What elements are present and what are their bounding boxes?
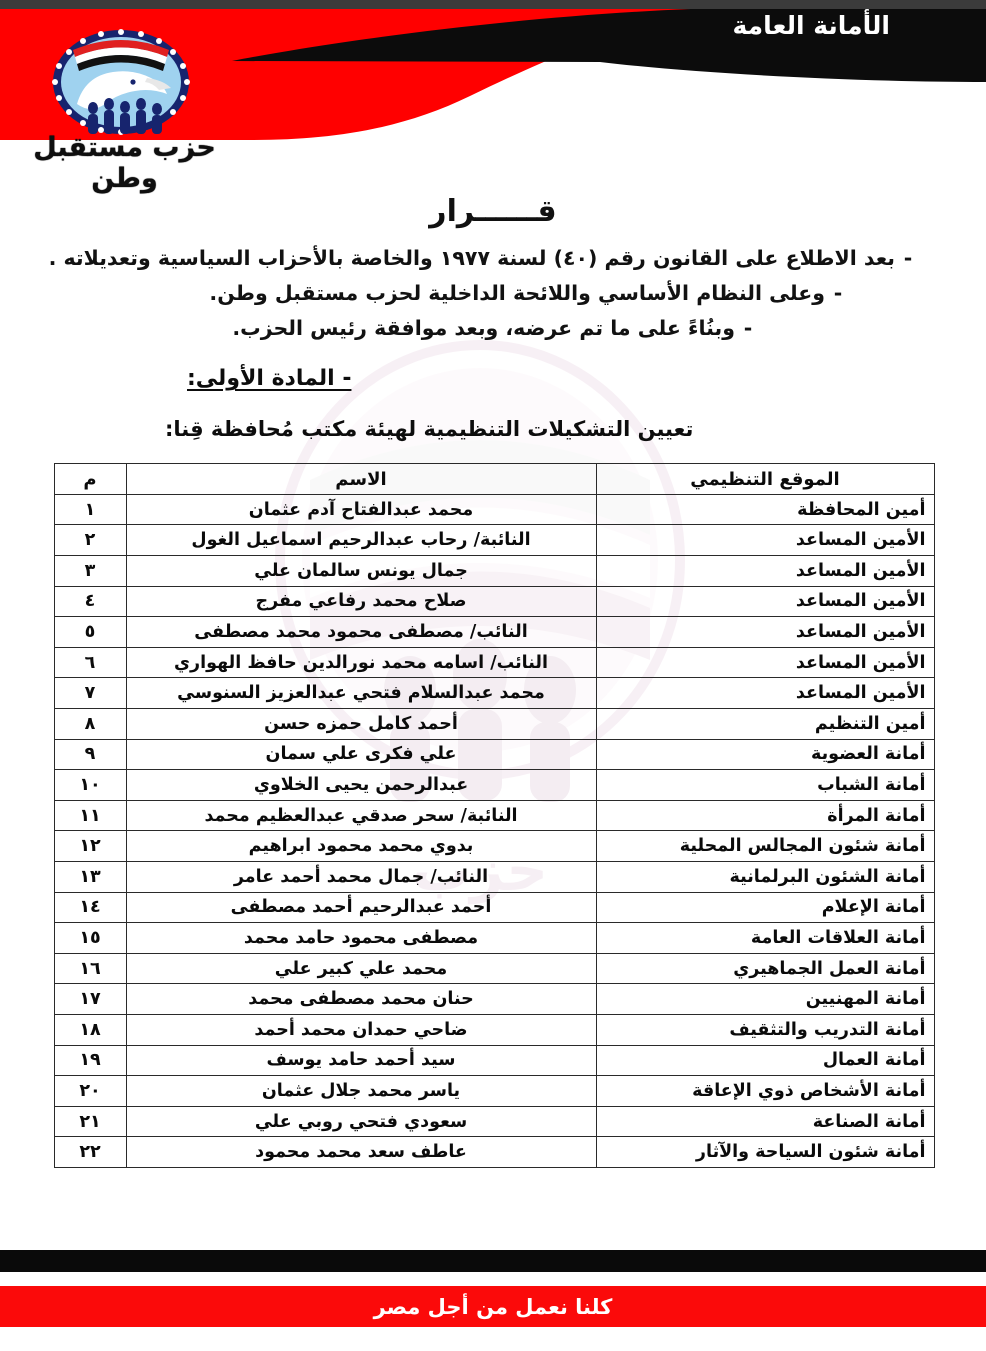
table-row (54, 1045, 934, 1076)
cell-name: ضاحي حمدان محمد أحمد (126, 1014, 596, 1045)
party-name-label: حزب مستقبل وطن (33, 132, 216, 194)
footer-spacer (0, 1272, 986, 1286)
table-row (54, 923, 934, 954)
cell-number: ١٨ (54, 1014, 126, 1045)
cell-number: ٥ (54, 617, 126, 648)
cell-position: أمانة العمل الجماهيري (596, 953, 934, 984)
preamble-item (45, 313, 941, 345)
preamble-item (45, 278, 941, 310)
cell-name: النائب/ مصطفى محمود محمد مصطفى (126, 617, 596, 648)
cell-position: أمين المحافظة (596, 494, 934, 525)
column-header-position: الموقع التنظيمي (596, 464, 934, 495)
table-row (54, 1106, 934, 1137)
cell-number: ١٠ (54, 770, 126, 801)
cell-number: ١١ (54, 800, 126, 831)
footer-slogan-bar (0, 1286, 986, 1327)
preamble-text: وعلى النظام الأساسي واللائحة الداخلية لحزب مستقبل وطن. (209, 280, 825, 305)
table-row (54, 1137, 934, 1168)
cell-name: محمد عبدالسلام فتحي عبدالعزيز السنوسي (126, 678, 596, 709)
document-body (0, 194, 986, 1168)
footer-tail (0, 1327, 986, 1351)
table-row (54, 831, 934, 862)
cell-name: علي فكرى علي سمان (126, 739, 596, 770)
cell-position: أمانة الصناعة (596, 1106, 934, 1137)
cell-position: أمانة الشئون البرلمانية (596, 862, 934, 893)
bullet-dash: - (743, 315, 753, 340)
cell-name: عاطف سعد محمد محمود (126, 1137, 596, 1168)
cell-position: أمانة الشباب (596, 770, 934, 801)
cell-name: النائبة/ سحر صدقي عبدالعظيم محمد (126, 800, 596, 831)
footer-slogan: كلنا نعمل من أجل مصر (373, 1294, 613, 1319)
cell-name: النائب/ اسامه محمد نورالدين حافظ الهواري (126, 647, 596, 678)
cell-name: سيد أحمد حامد يوسف (126, 1045, 596, 1076)
page-footer (0, 1250, 986, 1351)
page-title: الأمانة العامة (732, 11, 890, 40)
table-row (54, 494, 934, 525)
table-row (54, 1014, 934, 1045)
cell-name: مصطفى محمود حامد محمد (126, 923, 596, 954)
table-body (54, 494, 934, 1167)
cell-position: أمانة المرأة (596, 800, 934, 831)
cell-number: ١٣ (54, 862, 126, 893)
article-subtitle: تعيين التشكيلات التنظيمية لهيئة مكتب مُحافظة قِنا: (165, 417, 694, 442)
decision-heading: قــــــرار (429, 194, 557, 229)
table-row (54, 525, 934, 556)
cell-name: حنان محمد مصطفى محمد (126, 984, 596, 1015)
table-row (54, 770, 934, 801)
svg-text:حزب: حزب (411, 836, 549, 904)
cell-name: محمد عبدالفتاح آدم عثمان (126, 494, 596, 525)
cell-number: ١ (54, 494, 126, 525)
table-row (54, 586, 934, 617)
cell-position: أمانة شئون المجالس المحلية (596, 831, 934, 862)
roster-table-wrapper (45, 463, 941, 1168)
cell-number: ٧ (54, 678, 126, 709)
bullet-dash: - (903, 246, 913, 270)
cell-number: ٢٢ (54, 1137, 126, 1168)
article-heading (45, 366, 941, 391)
column-header-number: م (54, 464, 126, 495)
cell-number: ٢١ (54, 1106, 126, 1137)
cell-position: الأمين المساعد (596, 556, 934, 587)
cell-name: جمال يونس سالمان علي (126, 556, 596, 587)
cell-number: ١٢ (54, 831, 126, 862)
cell-name: النائبة/ رحاب عبدالرحيم اسماعيل الغول (126, 525, 596, 556)
cell-position: أمين التنظيم (596, 709, 934, 740)
cell-number: ٨ (54, 709, 126, 740)
cell-position: أمانة الأشخاص ذوي الإعاقة (596, 1076, 934, 1107)
cell-position: أمانة العضوية (596, 739, 934, 770)
table-header-row (54, 464, 934, 495)
preamble-text: وبنُاءً على ما تم عرضه، وبعد موافقة رئيس الحزب. (232, 315, 735, 340)
table-row (54, 556, 934, 587)
cell-name: محمد علي كبير علي (126, 953, 596, 984)
page-header (0, 0, 986, 194)
table-row (54, 709, 934, 740)
cell-number: ٦ (54, 647, 126, 678)
roster-table (54, 463, 935, 1168)
table-row (54, 647, 934, 678)
cell-name: سعودي فتحي روبي علي (126, 1106, 596, 1137)
cell-name: النائب/ جمال محمد أحمد عامر (126, 862, 596, 893)
cell-number: ١٤ (54, 892, 126, 923)
cell-number: ١٦ (54, 953, 126, 984)
cell-name: صلاح محمد رفاعي مفرج (126, 586, 596, 617)
cell-position: الأمين المساعد (596, 617, 934, 648)
table-header (54, 464, 934, 495)
cell-position: الأمين المساعد (596, 647, 934, 678)
cell-position: أمانة المهنيين (596, 984, 934, 1015)
preamble-item (45, 243, 941, 275)
cell-name: عبدالرحمن يحيى الخلاوي (126, 770, 596, 801)
cell-name: ياسر محمد جلال عثمان (126, 1076, 596, 1107)
cell-number: ٢ (54, 525, 126, 556)
cell-name: أحمد كامل حمزه حسن (126, 709, 596, 740)
cell-number: ١٥ (54, 923, 126, 954)
cell-position: أمانة العلاقات العامة (596, 923, 934, 954)
preamble-list (45, 243, 941, 344)
column-header-name: الاسم (126, 464, 596, 495)
cell-position: أمانة شئون السياحة والآثار (596, 1137, 934, 1168)
cell-position: الأمين المساعد (596, 586, 934, 617)
bullet-dash: - (833, 280, 843, 305)
cell-number: ٢٠ (54, 1076, 126, 1107)
table-row (54, 892, 934, 923)
table-row (54, 953, 934, 984)
cell-name: أحمد عبدالرحيم أحمد مصطفى (126, 892, 596, 923)
cell-number: ٩ (54, 739, 126, 770)
cell-position: الأمين المساعد (596, 525, 934, 556)
table-row (54, 800, 934, 831)
cell-number: ١٧ (54, 984, 126, 1015)
footer-black-bar (0, 1250, 986, 1272)
cell-name: بدوي محمد محمود ابراهيم (126, 831, 596, 862)
preamble-text: بعد الاطلاع على القانون رقم (٤٠) لسنة ١٩٧٧ والخاصة بالأحزاب السياسية وتعديلاته . (48, 246, 895, 270)
cell-position: أمانة الإعلام (596, 892, 934, 923)
table-row (54, 739, 934, 770)
table-row (54, 617, 934, 648)
eagle-emblem-icon (47, 28, 195, 136)
cell-number: ٤ (54, 586, 126, 617)
cell-position: أمانة العمال (596, 1045, 934, 1076)
cell-number: ١٩ (54, 1045, 126, 1076)
table-row (54, 678, 934, 709)
table-row (54, 862, 934, 893)
cell-number: ٣ (54, 556, 126, 587)
article-heading-text: - المادة الأولى: (187, 366, 352, 392)
table-row (54, 984, 934, 1015)
cell-position: الأمين المساعد (596, 678, 934, 709)
table-row (54, 1076, 934, 1107)
cell-position: أمانة التدريب والتثقيف (596, 1014, 934, 1045)
party-logo (17, 28, 232, 194)
